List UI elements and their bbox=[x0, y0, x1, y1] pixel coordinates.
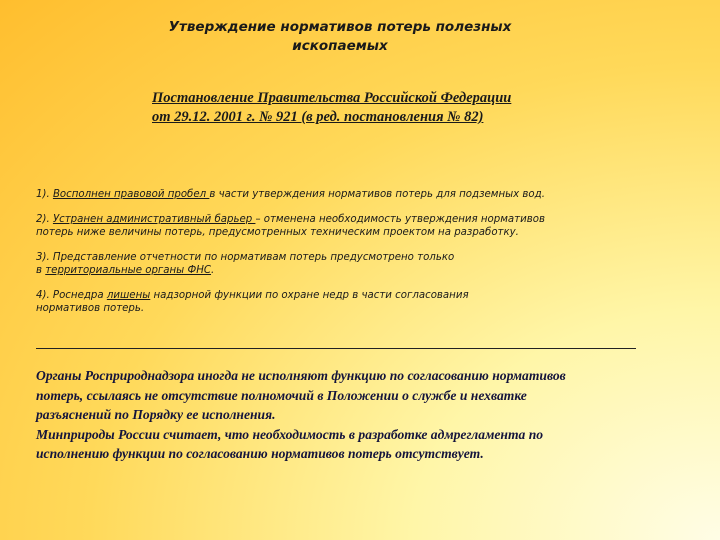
point-4-line-2: нормативов потерь. bbox=[36, 303, 145, 314]
decree-reference bbox=[152, 89, 592, 127]
note-line-5: исполнению функции по согласованию нормативов потерь отсутствует. bbox=[36, 446, 484, 461]
point-1-text: в части утверждения нормативов потерь для подземных вод. bbox=[209, 189, 545, 200]
note-line-1: Органы Росприроднадзора иногда не исполняют функцию по согласованию нормативов bbox=[36, 368, 566, 383]
point-3 bbox=[36, 251, 686, 277]
point-4-text: надзорной функции по охране недр в части согласования bbox=[150, 290, 469, 301]
point-2-highlight: Устранен административный барьер bbox=[52, 214, 256, 225]
conclusion-note bbox=[36, 366, 696, 464]
decree-line-2: от 29.12. 2001 г. № 921 (в ред. постановления № 82) bbox=[152, 109, 484, 125]
point-2 bbox=[36, 213, 686, 239]
point-3-highlight: территориальные органы ФНС bbox=[45, 265, 212, 276]
point-4-highlight: лишены bbox=[106, 290, 151, 301]
slide-title-line-2: ископаемых bbox=[292, 38, 388, 54]
point-1-line-1 bbox=[36, 188, 686, 201]
note-line-2: потерь, ссылаясь не отсутствие полномочий в Положении о службе и нехватке bbox=[36, 387, 527, 403]
decree-line-1: Постановление Правительства Российской Федерации bbox=[152, 90, 512, 106]
point-3-line-1: 3). Представление отчетности по нормативам потерь предусмотрено только bbox=[36, 252, 455, 263]
note-line-4: Минприроды России считает, что необходимость в разработке адмрегламента по bbox=[36, 426, 544, 442]
point-4-prefix: 4). Роснедра bbox=[36, 290, 107, 301]
point-4-line-1 bbox=[36, 289, 686, 302]
point-3-prefix: в bbox=[36, 265, 46, 276]
slide-title-line-1: Утверждение нормативов потерь полезных bbox=[168, 19, 512, 35]
divider bbox=[36, 348, 636, 349]
point-3-line-2 bbox=[36, 264, 686, 277]
point-2-line-1 bbox=[36, 213, 686, 226]
point-2-prefix: 2). bbox=[36, 214, 53, 225]
point-3-suffix: . bbox=[211, 265, 215, 276]
point-1-prefix: 1). bbox=[36, 189, 53, 200]
note-line-3: разъяснений по Порядку ее исполнения. bbox=[36, 407, 276, 422]
point-1 bbox=[36, 188, 686, 201]
point-2-text: – отменена необходимость утверждения нормативов bbox=[255, 214, 545, 225]
points-list bbox=[36, 188, 686, 327]
point-4 bbox=[36, 289, 686, 315]
point-1-highlight: Восполнен правовой пробел bbox=[52, 189, 210, 200]
point-2-line-2: потерь ниже величины потерь, предусмотренных техническим проектом на разработку. bbox=[36, 227, 519, 238]
slide-title bbox=[140, 18, 540, 56]
